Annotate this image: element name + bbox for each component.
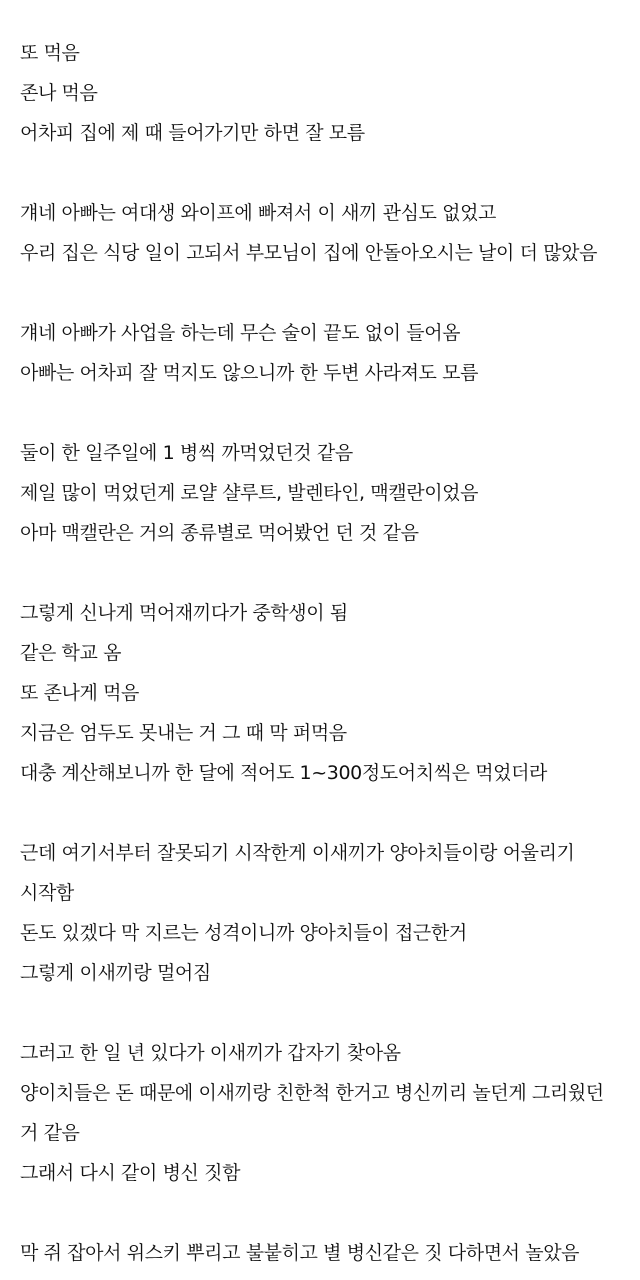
post-body	[20, 33, 626, 1273]
paragraph	[20, 433, 626, 553]
paragraph	[20, 833, 626, 993]
paragraph	[20, 1233, 626, 1273]
paragraph	[20, 193, 626, 273]
text-line: 대충 계산해보니까 한 달에 적어도 1~300정도어치씩은 먹었더라	[20, 762, 548, 784]
paragraph	[20, 313, 626, 393]
text-line: 제일 많이 먹었던게 로얄 샬루트, 발렌타인, 맥캘란이었음	[20, 482, 479, 504]
text-line: 돈도 있겠다 막 지르는 성격이니까 양아치들이 접근한거	[20, 922, 467, 944]
text-line: 우리 집은 식당 일이 고되서 부모님이 집에 안돌아오시는 날이 더 많았음	[20, 242, 598, 264]
text-line: 그러고 한 일 년 있다가 이새끼가 갑자기 찾아옴	[20, 1042, 401, 1064]
text-line: 또 존나게 먹음	[20, 682, 140, 704]
text-line: 걔네 아빠는 여대생 와이프에 빠져서 이 새끼 관심도 없었고	[20, 202, 497, 224]
text-line: 어차피 집에 제 때 들어가기만 하면 잘 모름	[20, 122, 365, 144]
text-line: 아마 맥캘란은 거의 종류별로 먹어봤언 던 것 같음	[20, 522, 419, 544]
text-line: 둘이 한 일주일에 1 병씩 까먹었던것 같음	[20, 442, 353, 464]
text-line: 막 쥐 잡아서 위스키 뿌리고 불붙히고 별 병신같은 짓 다하면서 놀았음	[20, 1242, 580, 1264]
paragraph	[20, 1033, 626, 1193]
text-line: 그렇게 이새끼랑 멀어짐	[20, 962, 211, 984]
text-line: 지금은 엄두도 못내는 거 그 때 막 퍼먹음	[20, 722, 347, 744]
text-line: 같은 학교 옴	[20, 642, 122, 664]
text-line: 아빠는 어차피 잘 먹지도 않으니까 한 두변 사라져도 모름	[20, 362, 479, 384]
text-line: 근데 여기서부터 잘못되기 시작한게 이새끼가 양아치들이랑 어울리기 시작함	[20, 842, 575, 904]
paragraph	[20, 33, 626, 153]
text-line: 또 먹음	[20, 42, 80, 64]
text-line: 존나 먹음	[20, 82, 98, 104]
text-line: 걔네 아빠가 사업을 하는데 무슨 술이 끝도 없이 들어옴	[20, 322, 461, 344]
text-line: 그렇게 신나게 먹어재끼다가 중학생이 됨	[20, 602, 348, 624]
text-line: 양이치들은 돈 때문에 이새끼랑 친한척 한거고 병신끼리 놀던게 그리웠던 거 같음	[20, 1082, 604, 1144]
text-line: 그래서 다시 같이 병신 짓함	[20, 1162, 241, 1184]
paragraph	[20, 593, 626, 793]
